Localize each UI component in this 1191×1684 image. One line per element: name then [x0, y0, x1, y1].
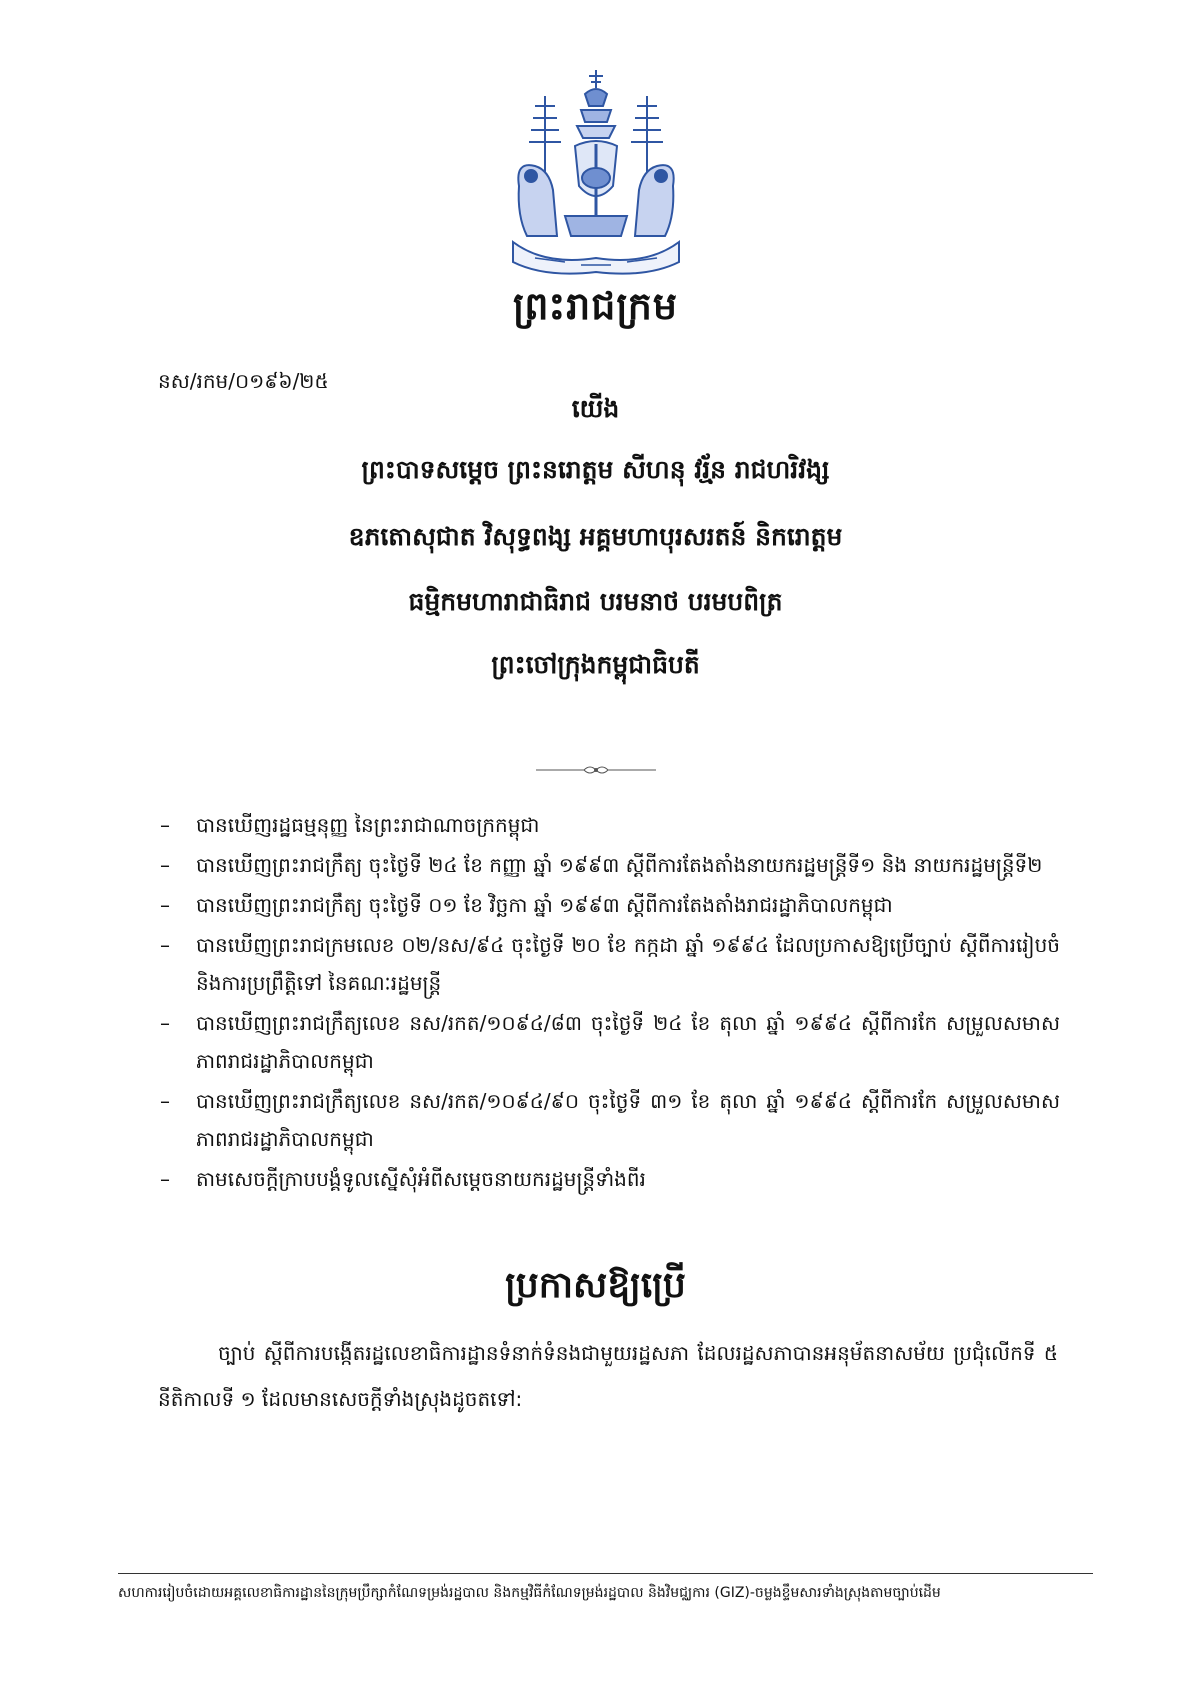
list-item-text: បានឃើញរដ្ឋធម្មនុញ្ញ នៃព្រះរាជាណាចក្រកម្ពុជា: [196, 813, 540, 837]
list-dash: –: [160, 893, 170, 917]
list-dash: –: [160, 933, 170, 957]
list-item-text: បានឃើញព្រះរាជក្រឹត្យ ចុះថ្ងៃទី ២៤ ខែ កញ្ញា ឆ្នាំ ១៩៩៣ ស្ដីពីការតែងតាំងនាយករដ្ឋមន្ត្រីទី១ និង នាយករដ្ឋមន្ត្រីទី២: [196, 853, 1043, 877]
promulgation-heading: ប្រកាសឱ្យប្រើ: [505, 1265, 686, 1306]
list-item: [160, 846, 1060, 884]
promulgation-body: ច្បាប់ ស្ដីពីការបង្កើតរដ្ឋលេខាធិការដ្ឋានទំនាក់ទំនងជាមួយរដ្ឋសភា ដែលរដ្ឋសភាបានអនុម័តនាសម័យ ប្រជុំលើកទី ៥ នីតិកាលទី ១ ដែលមានសេចក្ដីទាំងស្រុងដូចតទៅ:: [158, 1341, 1058, 1411]
considerations-list: [160, 806, 1060, 1200]
list-item: [160, 1004, 1060, 1080]
list-item-text: បានឃើញព្រះរាជក្រឹត្យលេខ នស/រកត/១០៩៤/៩០ ចុះថ្ងៃទី ៣១ ខែ តុលា ឆ្នាំ ១៩៩៤ ស្ដីពីការកែ សម្រួលសមាសភាពរាជរដ្ឋាភិបាលកម្ពុជា: [196, 1089, 1060, 1151]
list-dash: –: [160, 1089, 170, 1113]
list-item: [160, 926, 1060, 1002]
list-item: [160, 1160, 1060, 1198]
document-title: ព្រះរាជក្រម: [513, 284, 678, 328]
royal-title-line-4: ព្រះចៅក្រុងកម្ពុជាធិបតី: [491, 650, 700, 679]
list-dash: –: [160, 853, 170, 877]
footer-note: សហការរៀបចំដោយអគ្គលេខាធិការដ្ឋាននៃក្រុមប្រឹក្សាកំណែទម្រង់រដ្ឋបាល និងកម្មវិធីកំណែទម្រង់រដ្ឋបាល និងវិមជ្ឈការ (GIZ)-ចម្លងខ្ទឹមសារទាំងស្រុងតាមច្បាប់ដើម: [118, 1585, 941, 1601]
royal-title-line-1: ព្រះបាទសម្ដេច ព្រះនរោត្តម សីហនុ វរ្ម័ន រាជហរិវង្ស: [361, 455, 830, 484]
list-item-text: បានឃើញព្រះរាជក្រឹត្យ ចុះថ្ងៃទី ០១ ខែ វិច្ឆកា ឆ្នាំ ១៩៩៣ ស្ដីពីការតែងតាំងរាជរដ្ឋាភិបាលកម្ពុជា: [196, 893, 893, 917]
list-item: [160, 1082, 1060, 1158]
royal-title-line-3: ធម្មិកមហារាជាធិរាជ បរមនាថ បរមបពិត្រ: [408, 587, 783, 616]
list-item-text: បានឃើញព្រះរាជក្រឹត្យលេខ នស/រកត/១០៩៤/៨៣ ចុះថ្ងៃទី ២៤ ខែ តុលា ឆ្នាំ ១៩៩៤ ស្ដីពីការកែ សម្រួលសមាសភាពរាជរដ្ឋាភិបាលកម្ពុជា: [196, 1011, 1060, 1073]
list-item-text: បានឃើញព្រះរាជក្រមលេខ ០២/នស/៩៤ ចុះថ្ងៃទី ២០ ខែ កក្កដា ឆ្នាំ ១៩៩៤ ដែលប្រកាសឱ្យប្រើច្បាប់ ស្ដីពីការរៀបចំ និងការប្រព្រឹត្តិទៅ នៃគណៈរដ្ឋមន្ត្រី: [196, 933, 1060, 995]
cambodia-royal-coat-of-arms-icon: [505, 66, 687, 278]
list-item: [160, 806, 1060, 844]
list-dash: –: [160, 1011, 170, 1035]
royal-title-line-2: ឧភតោសុជាត វិសុទ្ធពង្ស អគ្គមហាបុរសរតន៍ និករោត្តម: [348, 522, 843, 551]
footer-divider: [118, 1573, 1093, 1574]
reference-number: នស/រកម/០១៩៦/២៥: [158, 369, 329, 393]
list-item: [160, 886, 1060, 924]
decorative-divider-icon: [536, 763, 656, 777]
list-item-text: តាមសេចក្ដីក្រាបបង្គំទូលស្នើសុំអំពីសម្ដេចនាយករដ្ឋមន្ត្រីទាំងពីរ: [196, 1167, 646, 1191]
list-dash: –: [160, 1167, 170, 1191]
list-dash: –: [160, 813, 170, 837]
royal-title-we: យើង: [571, 394, 620, 423]
